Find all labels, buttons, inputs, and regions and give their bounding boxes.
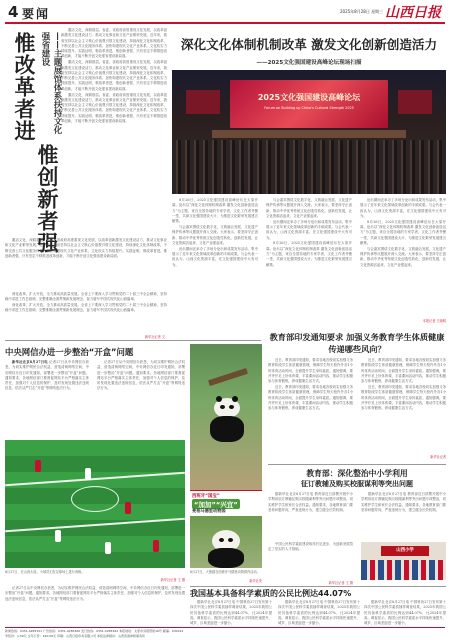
screen-subtitle: Forum on Building up China's Cultural Strength 2025 — [264, 106, 354, 110]
lower-left-byline: 新华社记者 文 — [144, 335, 165, 339]
kaihe-headline: 中央网信办进一步整治“开盒”问题 — [5, 347, 134, 357]
lead-col-3: 论坛期间还举办了多场分论坛和成果发布活动，集中展示了近年来文化领域改革创新的丰硕成果。与会代表一致认为，山西文化资源丰富，在文化强国建设中大有可为。 8月26日，2025文化强国建设高峰论坛在太原开幕。论坛以“深化文化体制机制改革 激发文化创新创造活力”为主题，来自全国各地的专家学者、文化工作者齐聚一堂，共商文化强国建设大计，为推进文化繁荣发展建言献策。 与会嘉宾围绕文化数字化、文旅融合发展、文化遗产保护传承等议题展开深入交流。大家表示，要坚持守正创新，推动中华优秀传统文化创造性转化、创新性发展，让文化资源活起来、文化产业强起来。 — [360, 198, 446, 267]
masthead — [0, 0, 450, 24]
school-col-2: 据新华社北京8月27日电 教育部近日部署开展中小学利用征订教辅及购买校服谋利等突出问题专项整治，切实维护学生和家长合法权益。通知要求，各地教育部门要坚持问题导向，严查违规行为，建立健全长效机制。 — [361, 492, 446, 512]
lead-story — [172, 26, 446, 324]
school-subheadline: 征订教辅及购买校服谋利等突出问题 — [301, 480, 413, 488]
commentary-subtitle: ——主题展馆体系扶持文化强省建设 — [40, 32, 62, 134]
pe-col-2: 近日，教育部印发通知，要求各地各校切实加强义务教育阶段学生体质健康管理，保障学生每天校内外各1小时体育活动时间，全面提升学生身体素质。通知强调，要开齐开足上好体育课，丰富课间活动内容，推动学生积极参与体育锻炼，养成健康生活方式。 近日，教育部印发通知，要求各地各校切实加强义务教育阶段学生体质健康管理，保障学生每天校内外各1小时体育活动时间，全面提升学生身体素质。通知强调，要开齐开足上好体育课，丰富课间活动内容，推动学生积极参与体育锻炼，养成健康生活方式。 — [361, 358, 446, 411]
kaihe-body: 新华社北京8月27日电 记者27日从中央网信办获悉，为切实维护网民合法权益，营造清朗网络空间，中央网信办近日印发通知，部署进一步整治“开盒”问题。通知要求，各地网信部门要督促网站平台严格落实主体责任，加强对个人信息的保护，及时发现处置违法违规信息，依法从严打击“开盒”等网络违法行为。 — [5, 360, 89, 391]
panda-2-body — [208, 548, 244, 568]
player-2 — [85, 468, 91, 480]
player-1 — [35, 460, 41, 472]
panda-eye — [219, 538, 224, 542]
panda-eye — [220, 405, 225, 409]
section-name: 要闻 — [22, 7, 51, 21]
lower-left-commentary: 深化改革，扩大开放，全力推动高质量发展。全省上下要深入学习贯彻党的二十届三中全会精神，坚持稳中求进工作总基调，完整准确全面贯彻新发展理念，奋力谱写中国式现代化山西篇章。 深化改革，扩大开放，全力推动高质量发展。全省上下要深入学习贯彻党的二十届三中全会精神，坚持稳中求进工作总基调，完整准确全面贯彻新发展理念，奋力谱写中国式现代化山西篇章。 — [5, 292, 167, 313]
forum-photo — [172, 70, 446, 194]
panda-feature — [190, 344, 262, 584]
issue-date: 2025年8月28日 星期三 — [340, 9, 384, 14]
paper-name: 山西日报 — [385, 5, 441, 21]
commentary-body-bottom: 激活文化，深耕基层。省委、省政府高度重视文化发展，以改革创新激发文化建设活力，推动文化事业和文化产业繁荣发展。近年来，我省坚持以社会主义核心价值观引领文化建设，持续深化文化体制改革，不断完善公共文化服务体系，加快构建现代文化产业体系，文化软实力持续提升。实践证明，惟改革者进，惟创新者强，只有坚定不移推进改革创新，才能不断开创文化强省建设新局面。 — [5, 238, 167, 258]
panda-caption: 8月27日，大熊猫在西班牙马德里动物园内活动。 — [190, 570, 260, 574]
side-screen-right — [398, 90, 432, 114]
panda-credit: 新华社发 — [249, 579, 262, 583]
paper-logo — [385, 2, 447, 20]
kaihe-story — [5, 344, 185, 584]
panda-1-body — [210, 416, 244, 442]
panda-ear — [216, 396, 222, 402]
pe-col-1: 近日，教育部印发通知，要求各地各校切实加强义务教育阶段学生体质健康管理，保障学生每天校内外各1小时体育活动时间，全面提升学生身体素质。通知强调，要开齐开足上好体育课，丰富课间活动内容，推动学生积极参与体育锻炼，养成健康生活方式。 近日，教育部印发通知，要求各地各校切实加强义务教育阶段学生体质健康管理，保障学生每天校内外各1小时体育活动时间，全面提升学生身体素质。通知强调，要开齐开足上好体育课，丰富课间活动内容，推动学生积极参与体育锻炼，养成健康生活方式。 — [268, 358, 353, 411]
commentary-section — [5, 26, 167, 292]
school-rule — [268, 464, 446, 465]
school-students — [361, 560, 446, 580]
lead-byline: 本报记者 王晓明 — [422, 319, 446, 323]
screen-title: 2025文化强国建设高峰论坛 — [257, 93, 361, 102]
pe-subheadline: 传递哪些风向？ — [328, 344, 386, 354]
panda-label-2: “加加”“兴宜” — [194, 501, 238, 509]
panda-1 — [214, 398, 240, 418]
forum-screen — [230, 80, 388, 128]
science-col-1: 据新华社北京8月27日电 中国科协27日发布第十四次中国公民科学素质抽样调查结果，2025年我国公民具备科学素质的比例达到44.07%，比2024年提高。调查显示，我国公民科学素质水平持续快速提升，城乡、区域差距进一步缩小。 — [190, 600, 272, 626]
tree-trunk — [208, 368, 248, 386]
commentary-title-2: 惟创新者强 — [35, 144, 59, 254]
player-6 — [105, 542, 111, 554]
footer-line-2: 零售价：1.50元 全年订价：420.00元 印刷：山西日报印务有限公司 本报法律顾问：山西晋商律师事务所 — [5, 634, 146, 638]
school-col-1b: 中国公民科学素质建设取得长足进步，为创新发展奠定了坚实的人才基础。 — [268, 542, 353, 552]
panda-label-box — [190, 490, 262, 514]
football-extra-text: 记者27日从中央网信办获悉，为切实维护网民合法权益，营造清朗网络空间，中央网信办近日印发通知，部署进一步整治“开盒”问题。通知要求，各地网信部门要督促网站平台严格落实主体责任，加强对个人信息的保护，及时发现处置违法违规信息，依法从严打击“开盒”等网络违法行为。 — [5, 586, 185, 601]
science-col-3: 据新华社北京8月27日电 中国科协27日发布第十四次中国公民科学素质抽样调查结果，2025年我国公民具备科学素质的比例达到44.07%，比2024年提高。调查显示，我国公民科学素质水平持续快速提升，城乡、区域差距进一步缩小。 — [364, 600, 446, 626]
stage — [212, 130, 406, 138]
page-number: 4 — [8, 3, 19, 21]
science-headline: 我国基本具备科学素质的公民比例达44.07% — [190, 589, 352, 598]
panda-photo-bottom — [190, 516, 262, 568]
football-credit: 新华社记者 王 摄 — [160, 578, 185, 582]
science-col-2: 据新华社北京8月27日电 中国科协27日发布第十四次中国公民科学素质抽样调查结果，2025年我国公民具备科学素质的比例达到44.07%，比2024年提高。调查显示，我国公民科学素质水平持续快速提升，城乡、区域差距进一步缩小。 — [278, 600, 360, 626]
panda-photo-top — [190, 344, 262, 490]
audience — [172, 140, 446, 194]
lead-col-1: 8月26日，2025文化强国建设高峰论坛在太原开幕。论坛以“深化文化体制机制改革 激发文化创新创造活力”为主题，来自全国各地的专家学者、文化工作者齐聚一堂，共商文化强国建设大计，为推进文化繁荣发展建言献策。 与会嘉宾围绕文化数字化、文旅融合发展、文化遗产保护传承等议题展开深入交流。大家表示，要坚持守正创新，推动中华优秀传统文化创造性转化、创新性发展，让文化资源活起来、文化产业强起来。 论坛期间还举办了多场分论坛和成果发布活动，集中展示了近年来文化领域改革创新的丰硕成果。与会代表一致认为，山西文化资源丰富，在文化强国建设中大有可为。 — [172, 198, 258, 267]
school-board: 山西小学 — [381, 546, 429, 556]
lead-col-2: 与会嘉宾围绕文化数字化、文旅融合发展、文化遗产保护传承等议题展开深入交流。大家表示，要坚持守正创新，推动中华优秀传统文化创造性转化、创新性发展，让文化资源活起来、文化产业强起来。 论坛期间还举办了多场分论坛和成果发布活动，集中展示了近年来文化领域改革创新的丰硕成果。与会代表一致认为，山西文化资源丰富，在文化强国建设中大有可为。 8月26日，2025文化强国建设高峰论坛在太原开幕。论坛以“深化文化体制机制改革 激发文化创新创造活力”为主题，来自全国各地的专家学者、文化工作者齐聚一堂，共商文化强国建设大计，为推进文化繁荣发展建言献策。 — [266, 198, 352, 267]
field-line-1 — [5, 472, 185, 486]
kaihe-body-2: 记者27日从中央网信办获悉，为切实维护网民合法权益，营造清朗网络空间，中央网信办近日印发通知，部署进一步整治“开盒”问题。通知要求，各地网信部门要督促网站平台严格落实主体责任，加强对个人信息的保护，及时发现处置违法违规信息，依法从严打击“开盒”等网络违法行为。 — [97, 360, 185, 391]
lead-headline: 深化文化体制机制改革 激发文化创新创造活力 — [180, 37, 438, 52]
panda-ear — [232, 396, 238, 402]
footer-line-1: 新闻热线：0351-4285151 广告热线：0351-4285360 发行热线：0351-4285362 本报地址：太原市双塔西街16号 邮编：030012 — [5, 629, 184, 633]
panda-label-3: 亮相马德里动物园 — [192, 508, 226, 513]
school-photo — [361, 542, 446, 580]
panda-eye — [229, 405, 234, 409]
section-divider — [5, 340, 261, 341]
football-photo — [5, 440, 185, 568]
player-4 — [55, 530, 61, 542]
footer — [5, 627, 445, 639]
school-byline: 新华社记者 王 摄 — [328, 581, 353, 585]
pe-headline: 教育部印发通知要求 加强义务教育学生体质健康 — [269, 332, 445, 342]
side-screen-left — [186, 90, 220, 114]
school-col-1: 据新华社北京8月27日电 教育部近日部署开展中小学利用征订教辅及购买校服谋利等突出问题专项整治，切实维护学生和家长合法权益。通知要求，各地教育部门要坚持问题导向，严查违规行为，建立健全长效机制。 — [268, 492, 353, 512]
player-3 — [125, 502, 131, 514]
lead-subheadline: ——2025文化强国建设高峰论坛现场扫描 — [256, 60, 362, 66]
pe-story — [268, 330, 446, 460]
panda-eye — [228, 538, 233, 542]
science-rule — [190, 586, 446, 587]
school-headline: 教育部：深化整治中小学利用 — [306, 469, 408, 478]
science-story — [190, 586, 446, 626]
panda-label-1: 西班牙“国宝” — [192, 494, 220, 499]
commentary-body: 激活文化，深耕基层。省委、省政府高度重视文化发展，以改革创新激发文化建设活力，推动文化事业和文化产业繁荣发展。近年来，我省坚持以社会主义核心价值观引领文化建设，持续深化文化体制改革，不断完善公共文化服务体系，加快构建现代文化产业体系，文化软实力持续提升。实践证明，惟改革者进，惟创新者强，只有坚定不移推进改革创新，才能不断开创文化强省建设新局面。 激活文化，深耕基层。省委、省政府高度重视文化发展，以改革创新激发文化建设活力，推动文化事业和文化产业繁荣发展。近年来，我省坚持以社会主义核心价值观引领文化建设，持续深化文化体制改革，不断完善公共文化服务体系，加快构建现代文化产业体系，文化软实力持续提升。实践证明，惟改革者进，惟创新者强，只有坚定不移推进改革创新，才能不断开创文化强省建设新局面。 激活文化，深耕基层。省委、省政府高度重视文化发展，以改革创新激发文化建设活力，推动文化事业和文化产业繁荣发展。近年来，我省坚持以社会主义核心价值观引领文化建设，持续深化文化体制改革，不断完善公共文化服务体系，加快构建现代文化产业体系，文化软实力持续提升。实践证明，惟改革者进，惟创新者强，只有坚定不移推进改革创新，才能不断开创文化强省建设新局面。 — [61, 28, 167, 124]
football-caption: 8月27日，在山西太原，小球员们在足球场上进行训练。 — [5, 570, 85, 574]
kaihe-dateline: 新华社北京8月27日电 — [12, 360, 48, 364]
commentary-title-1: 惟改革者进 — [12, 32, 36, 142]
school-story — [268, 464, 446, 584]
masthead-rule — [5, 22, 445, 24]
pe-byline: 新华社记者 — [430, 455, 446, 459]
field-line-2 — [5, 518, 185, 532]
player-5 — [153, 540, 159, 552]
field-circle — [71, 486, 119, 512]
